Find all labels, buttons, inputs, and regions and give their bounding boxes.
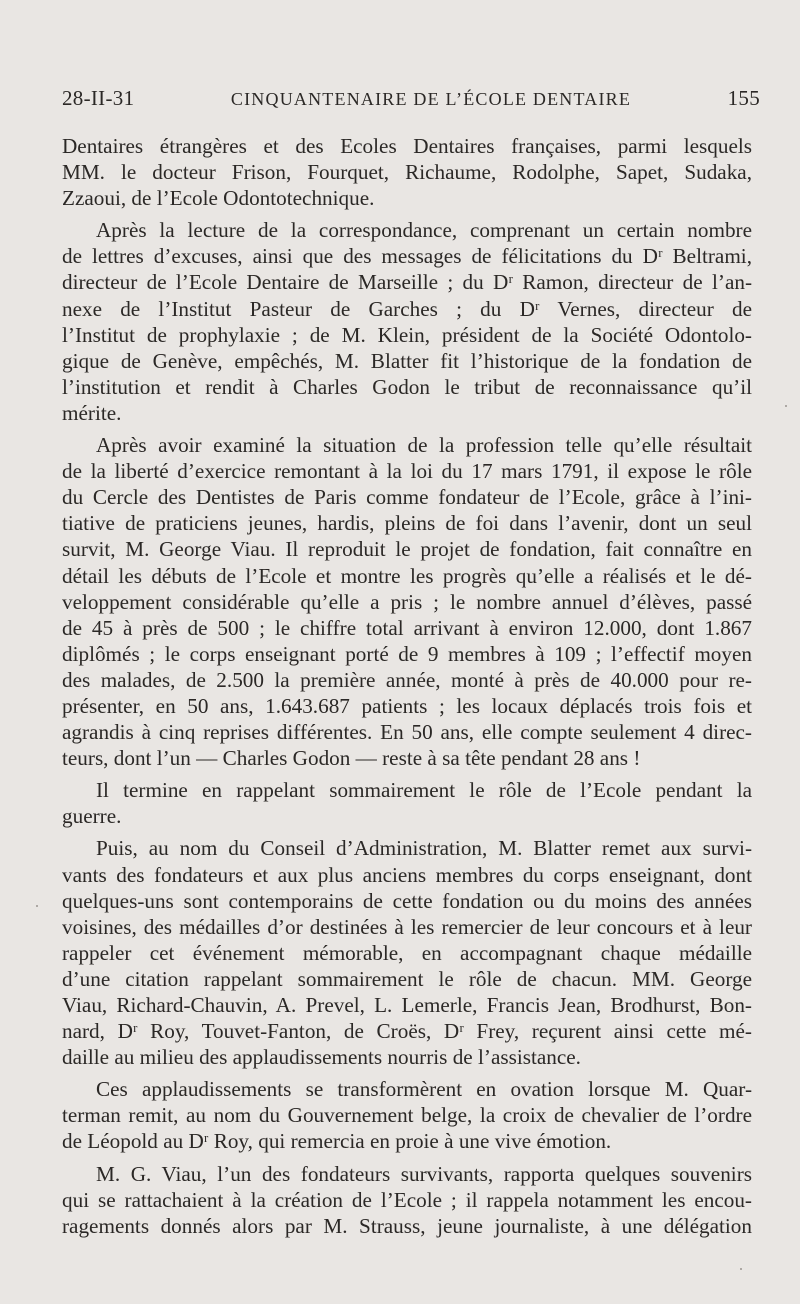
text-line: présenter, en 50 ans, 1.643.687 patients ; les locaux déplacés trois fois et <box>62 693 752 718</box>
paragraph <box>62 133 752 211</box>
text-line: gique de Genève, empêchés, M. Blatter fit l’historique de la fondation de <box>62 348 752 373</box>
text-line: MM. le docteur Frison, Fourquet, Richaume, Rodolphe, Sapet, Sudaka, <box>62 160 752 185</box>
text-line: nard, Dʳ Roy, Touvet-Fanton, de Croës, Dʳ Frey, reçurent ainsi cette mé- <box>62 1019 752 1044</box>
text-line: Ces applaudissements se transformèrent en ovation lorsque M. Quar- <box>96 1077 752 1102</box>
text-line: guerre. <box>62 804 122 829</box>
text-line: directeur de l’Ecole Dentaire de Marseille ; du Dʳ Ramon, directeur de l’an- <box>62 270 752 295</box>
text-line: diplômés ; le corps enseignant porté de 9 membres à 109 ; l’effectif moyen <box>62 641 752 666</box>
text-line: l’Institut de prophylaxie ; de M. Klein, président de la Société Odontolo- <box>62 322 752 347</box>
paragraph <box>62 1076 752 1154</box>
text-line: de Léopold au Dʳ Roy, qui remercia en proie à une vive émotion. <box>62 1129 612 1154</box>
text-line: de la liberté d’exercice remontant à la loi du 17 mars 1791, il expose le rôle <box>62 459 752 484</box>
text-line: détail les débuts de l’Ecole et montre les progrès qu’elle a réalisés et le dé- <box>62 563 752 588</box>
text-line: Dentaires étrangères et des Ecoles Dentaires françaises, parmi lesquels <box>62 134 752 158</box>
text-line: d’une citation rappelant sommairement le rôle de chacun. MM. George <box>62 966 752 991</box>
text-line: des malades, de 2.500 la première année, monté à près de 40.000 pour re- <box>62 667 752 692</box>
paper-speck <box>36 905 38 907</box>
text-line: agrandis à cinq reprises différentes. En 50 ans, elle compte seulement 4 direc- <box>62 720 752 745</box>
text-line: vants des fondateurs et aux plus anciens membres du corps enseignant, dont <box>62 862 752 887</box>
text-line: de 45 à près de 500 ; le chiffre total arrivant à environ 12.000, dont 1.867 <box>62 615 752 640</box>
paper-speck <box>785 405 787 407</box>
paragraph <box>62 835 752 1070</box>
text-line: qui se rattachaient à la création de l’Ecole ; il rappela notamment les encou- <box>62 1187 752 1212</box>
header-title: CINQUANTENAIRE DE L’ÉCOLE DENTAIRE <box>230 89 632 109</box>
text-line: tiative de praticiens jeunes, hardis, pleins de foi dans l’avenir, dont un seul <box>62 511 752 536</box>
text-line: terman remit, au nom du Gouvernement belge, la croix de chevalier de l’ordre <box>62 1103 752 1128</box>
paragraph <box>62 1161 752 1239</box>
text-line: veloppement considérable qu’elle a pris ; le nombre annuel d’élèves, passé <box>62 589 752 614</box>
text-line: survit, M. George Viau. Il reproduit le projet de fondation, fait connaître en <box>62 537 752 562</box>
text-line: daille au milieu des applaudissements nourris de l’assistance. <box>62 1045 581 1070</box>
text-line: nexe de l’Institut Pasteur de Garches ; du Dʳ Vernes, directeur de <box>62 296 752 321</box>
paragraph <box>62 432 752 771</box>
text-line: l’institution et rendit à Charles Godon le tribut de reconnaissance qu’il <box>62 374 752 399</box>
text-line: mérite. <box>62 400 122 425</box>
text-line: Après avoir examiné la situation de la profession telle qu’elle résultait <box>96 433 752 458</box>
text-line: Puis, au nom du Conseil d’Administration, M. Blatter remet aux survi- <box>96 836 752 861</box>
header-date: 28-II-31 <box>62 86 135 110</box>
text-line: Il termine en rappelant sommairement le rôle de l’Ecole pendant la <box>96 778 752 803</box>
text-line: Après la lecture de la correspondance, comprenant un certain nombre <box>96 218 752 243</box>
text-line: teurs, dont l’un — Charles Godon — reste à sa tête pendant 28 ans ! <box>62 746 641 771</box>
text-line: quelques-uns sont contemporains de cette fondation ou du moins des années <box>62 888 752 913</box>
paper-speck <box>740 1268 742 1270</box>
text-line: de lettres d’excuses, ainsi que des messages de félicitations du Dʳ Beltrami, <box>62 244 752 269</box>
paragraph <box>62 777 752 829</box>
text-line: Viau, Richard-Chauvin, A. Prevel, L. Lemerle, Francis Jean, Brodhurst, Bon- <box>62 993 752 1017</box>
text-line: M. G. Viau, l’un des fondateurs survivants, rapporta quelques souvenirs <box>96 1161 752 1186</box>
text-line: Zzaoui, de l’Ecole Odontotechnique. <box>62 186 375 211</box>
running-header <box>62 86 760 111</box>
text-line: rappeler cet événement mémorable, en accompagnant chaque médaille <box>62 940 752 965</box>
paragraph <box>62 217 752 426</box>
text-line: ragements donnés alors par M. Strauss, jeune journaliste, à une délégation <box>62 1213 752 1238</box>
page-number: 155 <box>727 86 760 110</box>
text-line: du Cercle des Dentistes de Paris comme fondateur de l’Ecole, grâce à l’ini- <box>62 485 752 510</box>
text-line: voisines, des médailles d’or destinées à les remercier de leur concours et à leur <box>62 914 752 939</box>
body-text <box>62 133 752 1245</box>
